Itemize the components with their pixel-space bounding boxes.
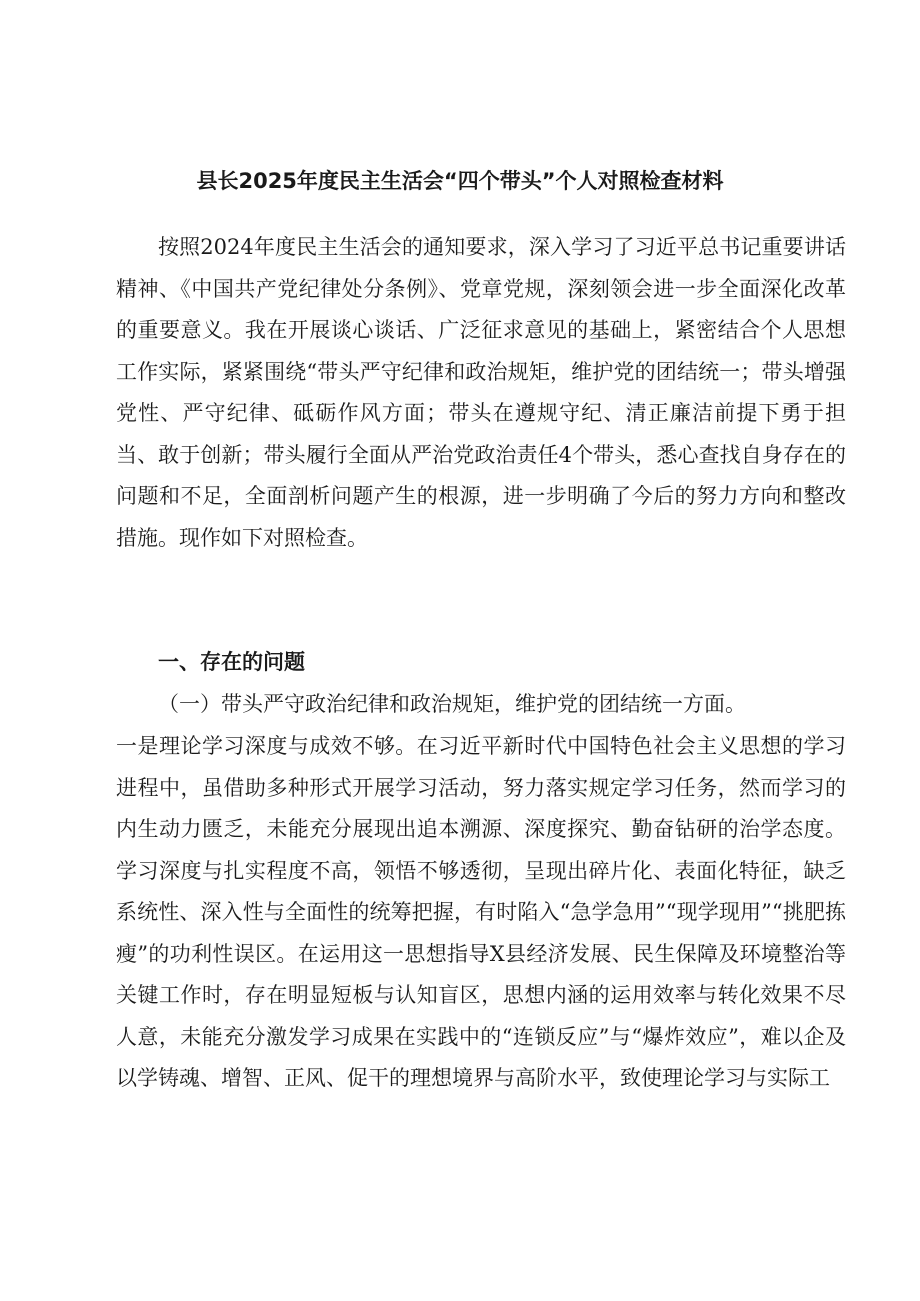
intro-paragraph: 按照2024年度民主生活会的通知要求，深入学习了习近平总书记重要讲话精神、《中国共产党纪律处分条例》、党章党规，深刻领会进一步全面深化改革的重要意义。我在开展谈心谈话、广泛征求意见的基础上，紧密结合个人思想工作实际，紧紧围绕“带头严守纪律和政治规矩，维护党的团结统一；带头增强党性、严守纪律、砥砺作风方面；带头在遵规守纪、清正廉洁前提下勇于担当、敢于创新；带头履行全面从严治党政治责任4个带头，悉心查找自身存在的问题和不足，全面剖析问题产生的根源，进一步明确了今后的努力方向和整改措施。现作如下对照检查。 xyxy=(116,235,846,550)
body-paragraph-theory-study: 一是理论学习深度与成效不够。在习近平新时代中国特色社会主义思想的学习进程中，虽借助多种形式开展学习活动，努力落实规定学习任务，然而学习的内生动力匮乏，未能充分展现出追本溯源、深度探究、勤奋钻研的治学态度。学习深度与扎实程度不高，领悟不够透彻，呈现出碎片化、表面化特征，缺乏系统性、深入性与全面性的统筹把握，有时陷入“急学急用”“现学现用”“挑肥拣瘦”的功利性误区。在运用这一思想指导X县经济发展、民生保障及环境整治等关键工作时，存在明显短板与认知盲区，思想内涵的运用效率与转化效果不尽人意，未能充分激发学习成果在实践中的“连锁反应”与“爆炸效应”，难以企及以学铸魂、增智、正风、促干的理想境界与高阶水平，致使理论学习与实际工 xyxy=(116,734,846,1090)
subsection-heading-political-discipline: （一）带头严守政治纪律和政治规矩，维护党的团结统一方面。 xyxy=(158,692,746,716)
section-heading-problems: 一、存在的问题 xyxy=(158,650,305,674)
document-title: 县长2025年度民主生活会“四个带头”个人对照检查材料 xyxy=(196,169,724,193)
